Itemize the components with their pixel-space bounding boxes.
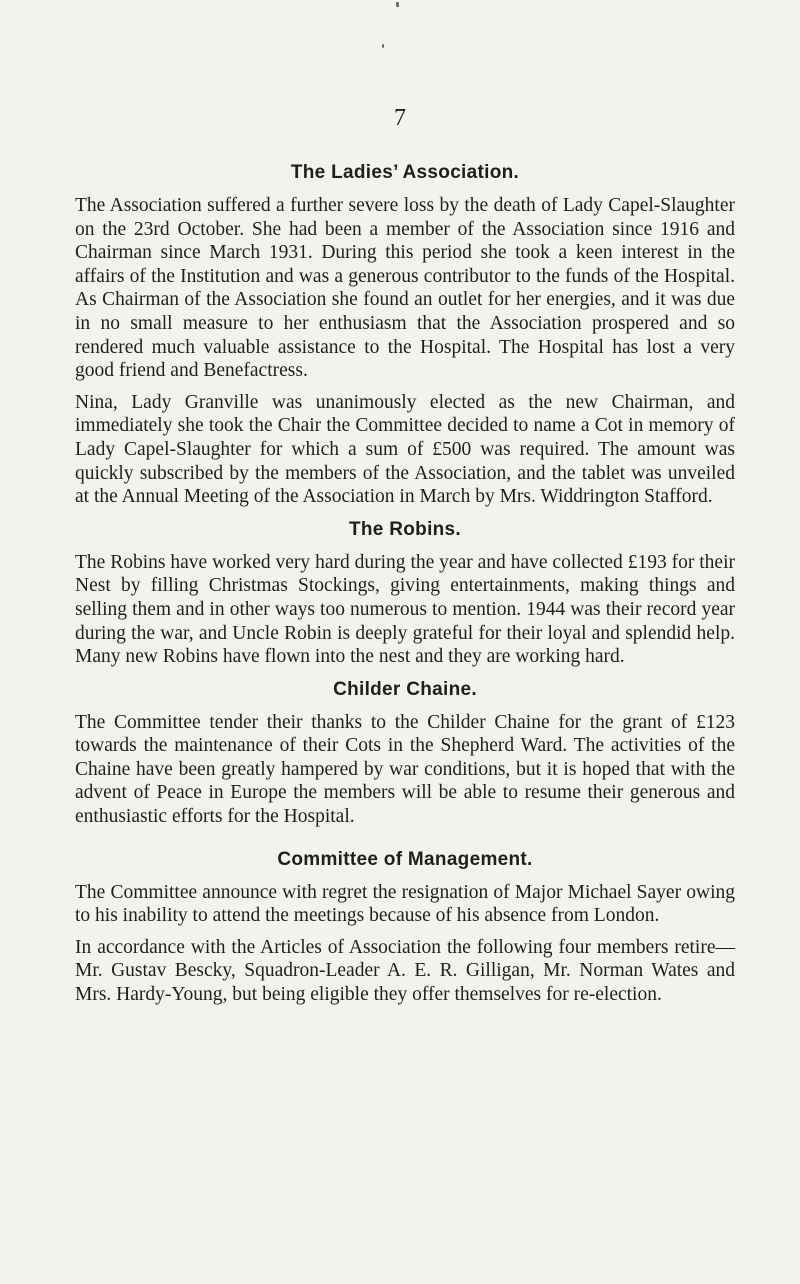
paragraph: The Committee tender their thanks to the Childer Chaine for the grant of £123 towards the maintenance of their Cots in the Shepherd Ward. The activities of the Chaine have been greatly hampered by war conditions, but it is hoped that with the advent of Peace in Europe the members will be able to resume their generous and enthusiastic efforts for the Hospital. [75, 711, 735, 828]
paragraph: The Robins have worked very hard during the year and have collected £193 for their Nest by filling Christmas Stockings, giving entertainments, making things and selling them and in other ways too numerous to mention. 1944 was their record year during the war, and Uncle Robin is deeply grateful for their loyal and splendid help. Many new Robins have flown into the nest and they are working hard. [75, 551, 735, 668]
section-robins [75, 517, 735, 669]
page-number: 7 [394, 105, 406, 131]
paragraph: In accordance with the Articles of Association the following four members retire—Mr. Gustav Bescky, Squadron-Leader A. E. R. Gilligan, Mr. Norman Wates and Mrs. Hardy-Young, but being eligible they offer themselves for re-election. [75, 936, 735, 1006]
paragraph: The Committee announce with regret the resignation of Major Michael Sayer owing to his inability to attend the meetings because of his absence from London. [75, 881, 735, 927]
section-childer-chaine [75, 677, 735, 829]
paragraph: Nina, Lady Granville was unanimously elected as the new Chairman, and immediately she took the Chair the Committee decided to name a Cot in memory of Lady Capel-Slaughter for which a sum of £500 was required. The amount was quickly subscribed by the members of the Association, and the tablet was unveiled at the Annual Meeting of the Association in March by Mrs. Widdrington Stafford. [75, 391, 735, 508]
section-heading: The Ladies’ Association. [290, 162, 520, 183]
section-heading: Committee of Management. [277, 848, 533, 870]
print-speck [382, 44, 384, 48]
print-speck [396, 2, 399, 7]
section-ladies-association [75, 160, 735, 509]
section-committee-of-management [75, 847, 735, 1007]
section-heading: The Robins. [348, 518, 462, 540]
section-heading: Childer Chaine. [333, 678, 477, 700]
paragraph: The Association suffered a further severe loss by the death of Lady Capel-Slaughter on the 23rd October. She had been a member of the Association since 1916 and Chairman since March 1931. During this period she took a keen interest in the affairs of the Institution and was a generous contributor to the funds of the Hospital. As Chairman of the Association she found an outlet for her energies, and it was due in no small measure to her enthusiasm that the Association prospered and so rendered much valuable assistance to the Hospital. The Hospital has lost a very good friend and Benefactress. [75, 195, 735, 382]
document-body [75, 160, 735, 1015]
